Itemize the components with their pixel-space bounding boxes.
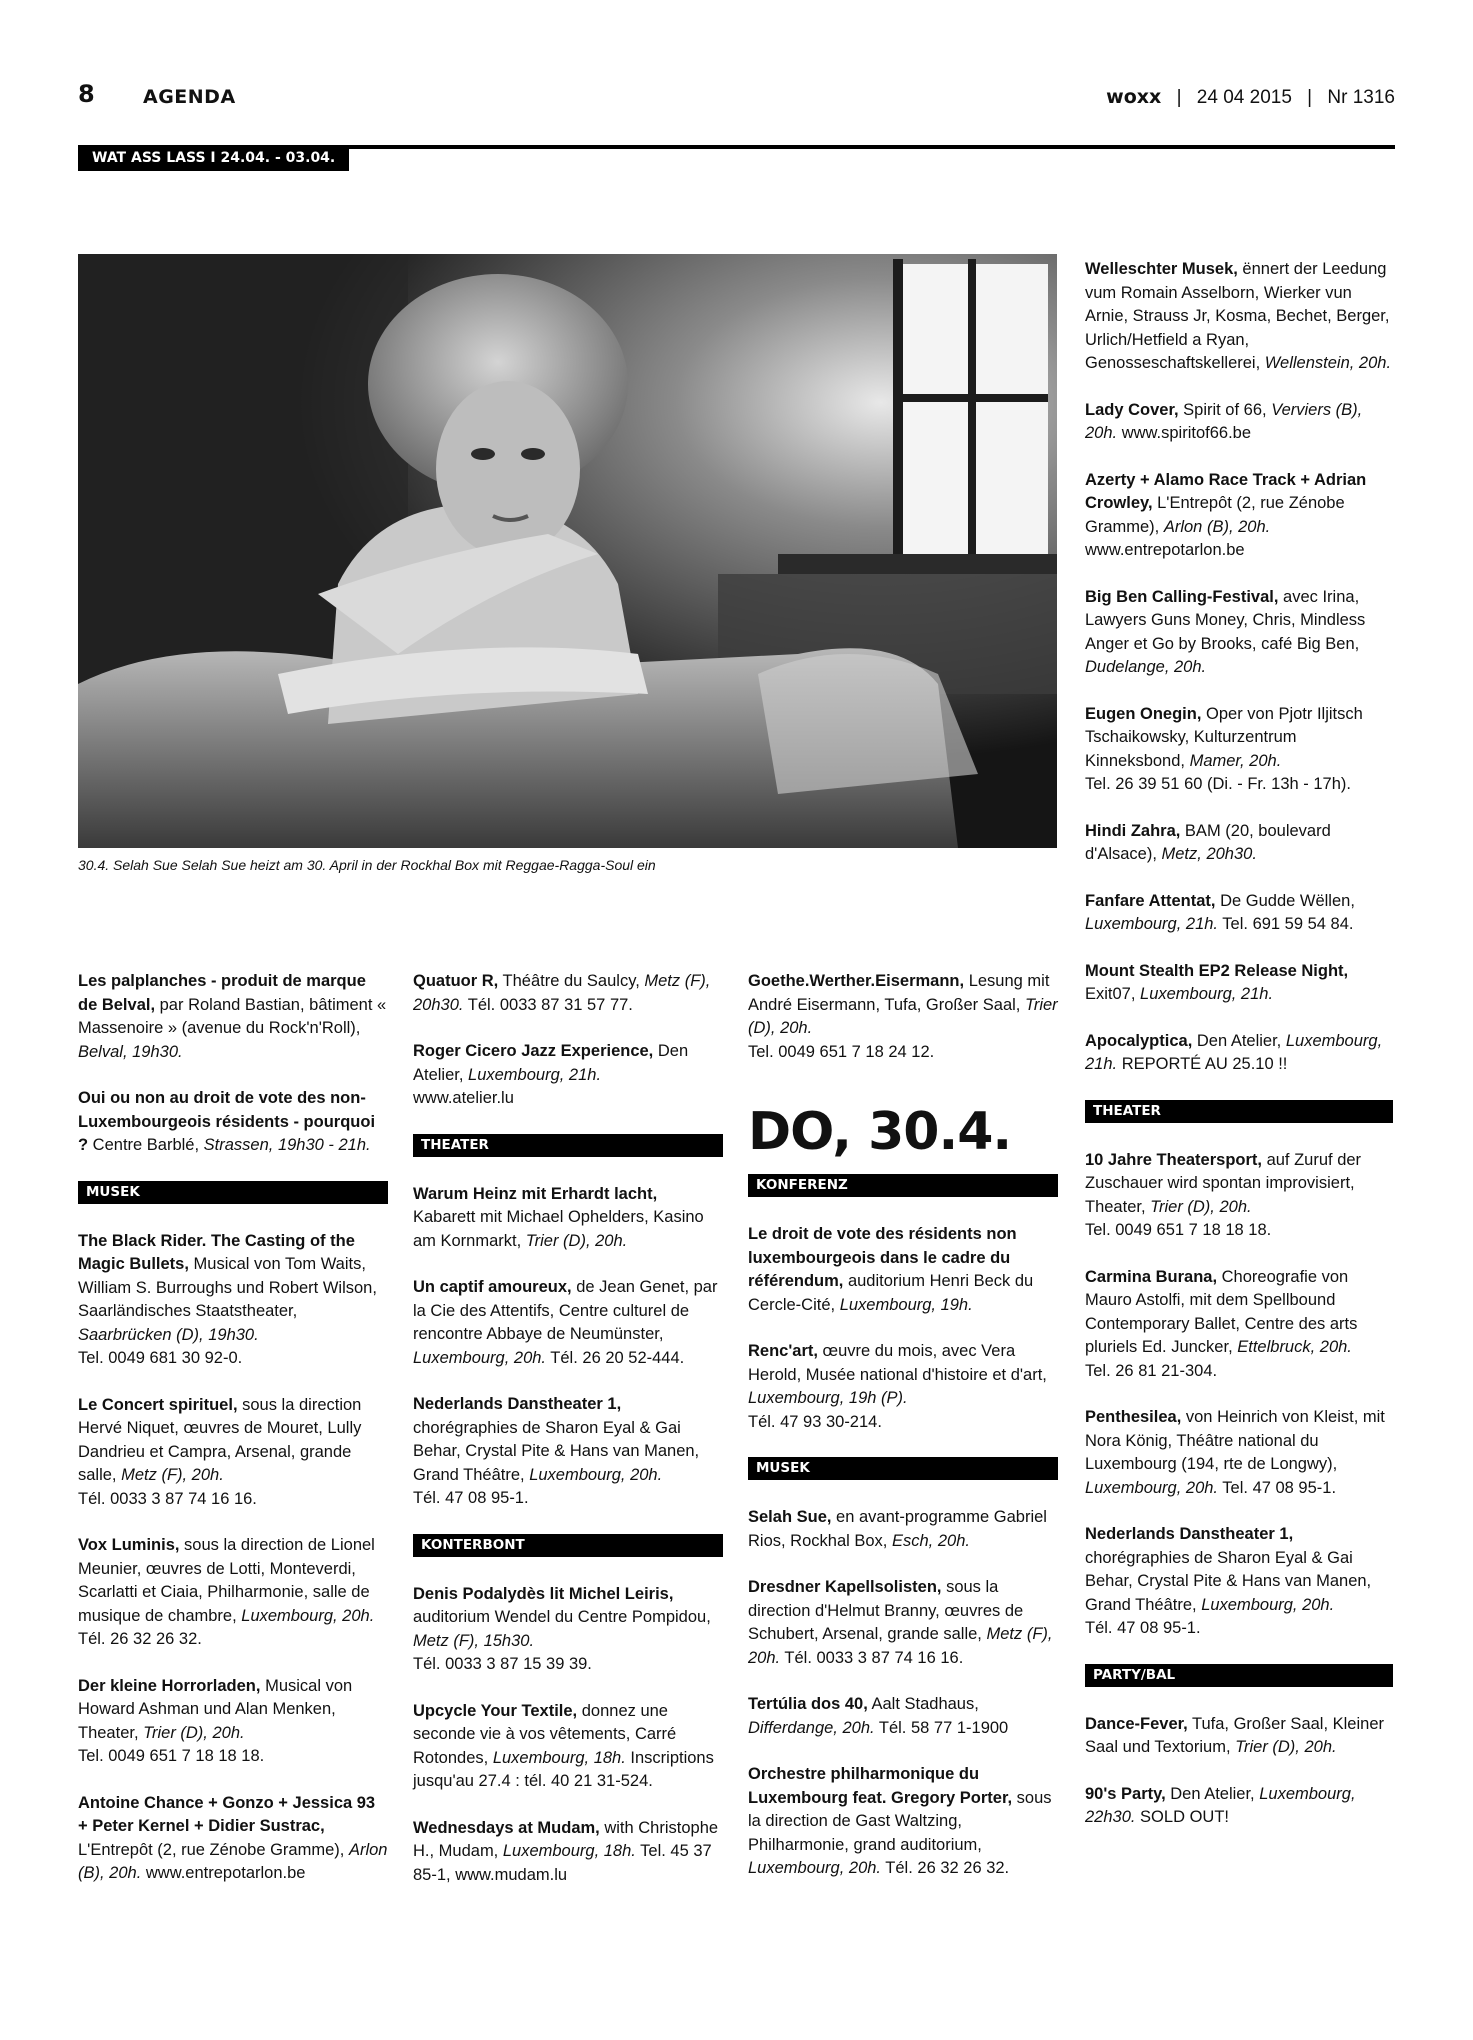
listing-title: Le Concert spirituel, bbox=[78, 1395, 238, 1414]
listing-place: Belval, 19h30. bbox=[78, 1042, 183, 1061]
listing-extra: Tél. 26 32 26 32. bbox=[881, 1859, 1010, 1877]
photo-caption: 30.4. Selah Sue Selah Sue heizt am 30. April in der Rockhal Box mit Reggae-Ragga-Soul ein bbox=[78, 857, 656, 873]
page-number: 8 bbox=[78, 80, 95, 108]
listing-place: Verviers (B), 20h. bbox=[1085, 400, 1363, 442]
issue-number: Nr 1316 bbox=[1327, 87, 1395, 108]
listing-text: avec Irina, Lawyers Guns Money, Chris, Mindless Anger et Go by Brooks, café Big Ben, bbox=[1085, 587, 1366, 653]
listing-title: Der kleine Horrorladen, bbox=[78, 1676, 261, 1695]
listing-place: Luxembourg, 21h. bbox=[1085, 1031, 1383, 1073]
listing-text: Théâtre du Saulcy, bbox=[498, 972, 645, 990]
category-header-konterbont: KONTERBONT bbox=[413, 1534, 723, 1557]
listing-extra: Tel. 47 08 95-1. bbox=[1218, 1478, 1337, 1497]
listing bbox=[748, 1223, 1058, 1317]
listing bbox=[748, 1693, 1058, 1740]
listing-title: Nederlands Danstheater 1, bbox=[413, 1395, 622, 1413]
listing-extra: Tel. 45 37 85-1, www.mudam.lu bbox=[413, 1842, 712, 1884]
listing-text: Oper von Pjotr Iljitsch Tschaikowsky, Kulturzentrum Kinneksbond, bbox=[1085, 704, 1363, 770]
category-header-theater: THEATER bbox=[1085, 1100, 1393, 1123]
listing-place: Trier (D), 20h. bbox=[143, 1723, 245, 1742]
listing bbox=[78, 1394, 388, 1512]
listing bbox=[78, 1534, 388, 1652]
listing-text: Choreografie von Mauro Astolfi, mit dem Spellbound Contemporary Ballet, Centre des arts pluriels Ed. Juncker, bbox=[1085, 1267, 1358, 1356]
listing bbox=[1085, 469, 1393, 563]
listing-place: Luxembourg, 18h. bbox=[492, 1748, 626, 1767]
listing-place: Metz (F), 15h30. bbox=[413, 1631, 535, 1650]
listing-place: Strassen, 19h30 - 21h. bbox=[203, 1136, 371, 1154]
listing-text: Den Atelier, bbox=[413, 1042, 689, 1084]
listing-extra: Tél. 0033 3 87 74 16 16. bbox=[780, 1648, 964, 1667]
listing-place: Luxembourg, 20h. bbox=[1201, 1595, 1335, 1614]
listing-text: Musical von Tom Waits, William S. Burroughs und Robert Wilson, Saarländisches Staatstheater, bbox=[78, 1255, 377, 1320]
listing-extra: Tel. 0049 651 7 18 18 18. bbox=[1085, 1221, 1272, 1239]
listing-text: L'Entrepôt (2, rue Zénobe Gramme), bbox=[78, 1840, 349, 1859]
listing-extra: Tel. 0049 651 7 18 24 12. bbox=[748, 1042, 935, 1061]
separator: | bbox=[1307, 87, 1313, 108]
feature-photo bbox=[78, 254, 1057, 848]
listing-text: Den Atelier, bbox=[1165, 1784, 1260, 1803]
listing-title: Wednesdays at Mudam, bbox=[413, 1818, 600, 1837]
listing bbox=[1085, 586, 1393, 680]
listing bbox=[1085, 1523, 1393, 1641]
brand-name: woxx bbox=[1106, 86, 1162, 108]
listing-title: Upcycle Your Textile, bbox=[413, 1701, 578, 1720]
listing bbox=[1085, 1149, 1393, 1243]
listing-title: Goethe.Werther.Eisermann, bbox=[748, 972, 965, 990]
listing-text: von Heinrich von Kleist, mit Nora König, Théâtre national du Luxembourg (194, rte de Longwy), bbox=[1085, 1408, 1385, 1473]
column-1 bbox=[78, 970, 388, 1909]
listing-title: Les palplanches - produit de marque de Belval, bbox=[78, 972, 366, 1014]
listing-place: Luxembourg, 21h. bbox=[468, 1065, 602, 1084]
listing-extra: www.entrepotarlon.be bbox=[1085, 541, 1245, 559]
section-title: AGENDA bbox=[143, 86, 236, 108]
listing-text: Spirit of 66, bbox=[1178, 400, 1272, 419]
listing-place: Luxembourg, 19h. bbox=[839, 1295, 973, 1314]
listing-text: Exit07, bbox=[1085, 985, 1141, 1003]
listing-place: Luxembourg, 20h. bbox=[413, 1348, 547, 1367]
listing bbox=[413, 1276, 723, 1370]
listing-extra: Tel. 0049 651 7 18 18 18. bbox=[78, 1747, 265, 1765]
listing-title: Oui ou non au droit de vote des non-Luxembourgeois résidents - pourquoi ? bbox=[78, 1089, 376, 1154]
listing-title: Carmina Burana, bbox=[1085, 1267, 1218, 1286]
listing-place: Saarbrücken (D), 19h30. bbox=[78, 1325, 259, 1344]
listing bbox=[1085, 890, 1393, 937]
listing-text: Centre Barblé, bbox=[88, 1136, 204, 1154]
category-header-musek: MUSEK bbox=[748, 1457, 1058, 1480]
listing-place: Mamer, 20h. bbox=[1189, 751, 1282, 770]
listing-text: Musical von Howard Ashman und Alan Menken, Theater, bbox=[78, 1676, 353, 1742]
category-header-party: PARTY/BAL bbox=[1085, 1664, 1393, 1687]
listing-extra: Tél. 47 93 30-214. bbox=[748, 1412, 882, 1431]
listing bbox=[748, 1576, 1058, 1670]
listing-text: L'Entrepôt (2, rue Zénobe Gramme), bbox=[1085, 494, 1345, 536]
listing-text: sous la direction de Lionel Meunier, œuvres de Lotti, Monteverdi, Scarlatti et Ciaia, Philharmonie, salle de musique de chambre, bbox=[78, 1536, 375, 1625]
listing-text: with Christophe H., Mudam, bbox=[413, 1818, 719, 1860]
listing-place: Luxembourg, 20h. bbox=[529, 1465, 663, 1484]
listing bbox=[1085, 1406, 1393, 1500]
listing-text: sous la direction d'Helmut Branny, œuvres de Schubert, Arsenal, grande salle, bbox=[748, 1578, 1024, 1643]
listing-extra: Tél. 47 08 95-1. bbox=[413, 1489, 529, 1507]
listing-place: Luxembourg, 18h. bbox=[502, 1842, 636, 1860]
listing bbox=[1085, 960, 1393, 1007]
listing-title: Renc'art, bbox=[748, 1342, 818, 1360]
listing-text: Den Atelier, bbox=[1192, 1031, 1286, 1050]
listing-extra: Tel. 691 59 54 84. bbox=[1218, 915, 1354, 933]
listing-title: Dresdner Kapellsolisten, bbox=[748, 1578, 942, 1596]
listing-place: Metz (F), 20h. bbox=[748, 1625, 1053, 1667]
listing-place: Trier (D), 20h. bbox=[525, 1231, 628, 1250]
listing-place: Luxembourg, 20h. bbox=[748, 1859, 882, 1877]
listing-text: œuvre du mois, avec Vera Herold, Musée national d'histoire et d'art, bbox=[748, 1342, 1047, 1384]
listing-extra: Tél. 0033 87 31 57 77. bbox=[463, 995, 633, 1014]
listing-title: Dance-Fever, bbox=[1085, 1714, 1188, 1733]
listing-text: en avant-programme Gabriel Rios, Rockhal Box, bbox=[748, 1508, 1047, 1550]
listing-title: 10 Jahre Theatersport, bbox=[1085, 1150, 1262, 1169]
listing-text: auf Zuruf der Zuschauer wird spontan improvisiert, Theater, bbox=[1085, 1150, 1362, 1216]
listing-text: Kabarett mit Michael Ophelders, Kasino am Kornmarkt, bbox=[413, 1208, 704, 1250]
listing-title: Penthesilea, bbox=[1085, 1408, 1182, 1426]
listing-title: Big Ben Calling-Festival, bbox=[1085, 587, 1279, 606]
listing-extra: www.spiritof66.be bbox=[1117, 424, 1252, 442]
listing-extra: Tél. 26 32 26 32. bbox=[78, 1630, 202, 1648]
listing-text: auditorium Wendel du Centre Pompidou, bbox=[413, 1608, 711, 1626]
listing-place: Trier (D), 20h. bbox=[1150, 1197, 1252, 1216]
listing-text: de Jean Genet, par la Cie des Attentifs, Centre culturel de rencontre Abbaye de Neumünster, bbox=[413, 1278, 718, 1343]
listing-title: Denis Podalydès lit Michel Leiris, bbox=[413, 1584, 674, 1603]
listing-title: Azerty + Alamo Race Track + Adrian Crowley, bbox=[1085, 470, 1367, 512]
photo-illustration bbox=[78, 254, 1057, 848]
listing-title: Roger Cicero Jazz Experience, bbox=[413, 1042, 654, 1060]
listing-place: Trier (D), 20h. bbox=[748, 995, 1058, 1037]
listing-place: Metz, 20h30. bbox=[1161, 845, 1257, 863]
listing-title: Eugen Onegin, bbox=[1085, 704, 1202, 723]
listing-extra: REPORTÉ AU 25.10 !! bbox=[1117, 1055, 1288, 1073]
listing-text: sous la direction Hervé Niquet, œuvres de Mouret, Lully Dandrieu et Campra, Arsenal, grande salle, bbox=[78, 1395, 362, 1484]
listing-title: Le droit de vote des résidents non luxembourgeois dans le cadre du référendum, bbox=[748, 1225, 1017, 1290]
listing-title: Nederlands Danstheater 1, bbox=[1085, 1525, 1294, 1543]
listing-place: Esch, 20h. bbox=[891, 1531, 970, 1550]
listing-text: chorégraphies de Sharon Eyal & Gai Behar, Crystal Pite & Hans van Manen, Grand Théâtre, bbox=[1085, 1548, 1372, 1614]
listing bbox=[413, 1583, 723, 1677]
listing bbox=[413, 1817, 723, 1888]
listing bbox=[1085, 703, 1393, 797]
listing-extra: Tel. 26 39 51 60 (Di. - Fr. 13h - 17h). bbox=[1085, 775, 1351, 793]
listing-place: Luxembourg, 20h. bbox=[241, 1606, 375, 1625]
listing-title: Vox Luminis, bbox=[78, 1536, 180, 1554]
listing bbox=[1085, 820, 1393, 867]
listing-place: Luxembourg, 20h. bbox=[1085, 1478, 1219, 1497]
listing-title: Welleschter Musek, bbox=[1085, 260, 1238, 278]
listing-extra: Tel. 26 81 21-304. bbox=[1085, 1361, 1218, 1380]
listing-text: Aalt Stadhaus, bbox=[867, 1695, 979, 1713]
listing-title: Orchestre philharmonique du Luxembourg feat. Gregory Porter, bbox=[748, 1765, 1013, 1807]
listing bbox=[413, 970, 723, 1017]
listing-place: Arlon (B), 20h. bbox=[1163, 517, 1271, 536]
listing-text: De Gudde Wëllen, bbox=[1215, 891, 1355, 910]
issue-date: 24 04 2015 bbox=[1196, 87, 1292, 108]
listing bbox=[1085, 1030, 1393, 1077]
listing-title: Tertúlia dos 40, bbox=[748, 1695, 868, 1713]
listing-title: Hindi Zahra, bbox=[1085, 821, 1181, 840]
listing-text: par Roland Bastian, bâtiment « Massenoire » (avenue du Rock'n'Roll), bbox=[78, 995, 387, 1037]
listing-title: Selah Sue, bbox=[748, 1508, 832, 1526]
listing bbox=[78, 1087, 388, 1158]
listing-extra: Tél. 47 08 95-1. bbox=[1085, 1619, 1201, 1637]
listing bbox=[748, 1340, 1058, 1434]
listing bbox=[1085, 1783, 1393, 1830]
issue-info bbox=[1106, 86, 1395, 109]
listing-extra: Tél. 26 20 52-444. bbox=[546, 1348, 685, 1367]
listing-place: Metz (F), 20h. bbox=[121, 1466, 224, 1484]
listing-place: Luxembourg, 22h30. bbox=[1085, 1784, 1356, 1826]
category-header-konferenz: KONFERENZ bbox=[748, 1174, 1058, 1197]
separator: | bbox=[1176, 87, 1182, 108]
listing-title: Warum Heinz mit Erhardt lacht, bbox=[413, 1184, 658, 1203]
listing bbox=[78, 970, 388, 1064]
listing bbox=[413, 1183, 723, 1254]
listing-title: Antoine Chance + Gonzo + Jessica 93 + Peter Kernel + Didier Sustrac, bbox=[78, 1793, 376, 1835]
listing-extra: Tél. 0033 3 87 74 16 16. bbox=[78, 1489, 257, 1508]
listing-text: sous la direction de Gast Waltzing, Philharmonie, grand auditorium, bbox=[748, 1788, 1052, 1854]
listing-place: Luxembourg, 19h (P). bbox=[748, 1389, 908, 1407]
listing-extra: Inscriptions jusqu'au 27.4 : tél. 40 21 31-524. bbox=[413, 1748, 714, 1790]
category-header-theater: THEATER bbox=[413, 1134, 723, 1157]
listing-place: Ettelbruck, 20h. bbox=[1237, 1338, 1352, 1356]
listing bbox=[1085, 1713, 1393, 1760]
column-2 bbox=[413, 970, 723, 1910]
listing bbox=[1085, 1266, 1393, 1384]
listing-title: Mount Stealth EP2 Release Night, bbox=[1085, 961, 1349, 980]
listing bbox=[78, 1675, 388, 1769]
listing bbox=[78, 1792, 388, 1886]
listing-extra: www.atelier.lu bbox=[413, 1089, 514, 1107]
column-4 bbox=[1085, 258, 1393, 1853]
listing-extra: SOLD OUT! bbox=[1135, 1808, 1229, 1826]
listing bbox=[413, 1700, 723, 1794]
listing-place: Dudelange, 20h. bbox=[1085, 658, 1207, 676]
listing-extra: www.entrepotarlon.be bbox=[141, 1864, 306, 1882]
listing-title: Apocalyptica, bbox=[1085, 1031, 1193, 1050]
category-header-musek: MUSEK bbox=[78, 1181, 388, 1204]
listing-extra: Tel. 0049 681 30 92-0. bbox=[78, 1349, 243, 1367]
listing-title: Un captif amoureux, bbox=[413, 1278, 572, 1296]
listing bbox=[1085, 258, 1393, 376]
listing-place: Metz (F), 20h30. bbox=[413, 972, 711, 1014]
day-heading: DO, 30.4. bbox=[748, 1102, 1012, 1162]
listing bbox=[748, 1763, 1058, 1881]
listing-text: ënnert der Leedung vum Romain Asselborn, Wierker vun Arnie, Strauss Jr, Kosma, Bechet, Berger, Urlich/Hetfield a Ryan, Genosseschaftskellerei, bbox=[1085, 260, 1390, 372]
listing-text: Tufa, Großer Saal, Kleiner Saal und Textorium, bbox=[1085, 1714, 1384, 1756]
listing bbox=[748, 1506, 1058, 1553]
listing-text: auditorium Henri Beck du Cercle-Cité, bbox=[748, 1272, 1034, 1314]
listing-place: Luxembourg, 21h. bbox=[1085, 915, 1219, 933]
listing bbox=[413, 1393, 723, 1511]
listing-place: Trier (D), 20h. bbox=[1235, 1738, 1337, 1756]
listing-title: The Black Rider. The Casting of the Magic Bullets, bbox=[78, 1231, 355, 1273]
listing bbox=[413, 1040, 723, 1111]
listing-text: donnez une seconde vie à vos vêtements, Carré Rotondes, bbox=[413, 1701, 677, 1767]
listing bbox=[1085, 399, 1393, 446]
listing-title: Lady Cover, bbox=[1085, 400, 1179, 419]
column-3 bbox=[748, 970, 1058, 1904]
listing-place: Differdange, 20h. bbox=[748, 1718, 875, 1737]
listing-text: chorégraphies de Sharon Eyal & Gai Behar, Crystal Pite & Hans van Manen, Grand Théâtre, bbox=[413, 1418, 700, 1484]
listing-text: Lesung mit André Eisermann, Tufa, Großer Saal, bbox=[748, 972, 1050, 1014]
listing bbox=[748, 970, 1058, 1064]
section-banner: WAT ASS LASS I 24.04. - 03.04. bbox=[78, 145, 349, 171]
listing-place: Arlon (B), 20h. bbox=[78, 1840, 388, 1882]
listing bbox=[78, 1230, 388, 1371]
listing-extra: Tél. 0033 3 87 15 39 39. bbox=[413, 1655, 592, 1673]
listing-title: Fanfare Attentat, bbox=[1085, 891, 1216, 910]
listing-title: 90's Party, bbox=[1085, 1784, 1166, 1803]
listing-title: Quatuor R, bbox=[413, 972, 499, 990]
listing-text: BAM (20, boulevard d'Alsace), bbox=[1085, 821, 1331, 863]
listing-place: Luxembourg, 21h. bbox=[1140, 985, 1274, 1003]
listing-extra: Tél. 58 77 1-1900 bbox=[874, 1718, 1009, 1737]
listing-place: Wellenstein, 20h. bbox=[1264, 354, 1392, 372]
